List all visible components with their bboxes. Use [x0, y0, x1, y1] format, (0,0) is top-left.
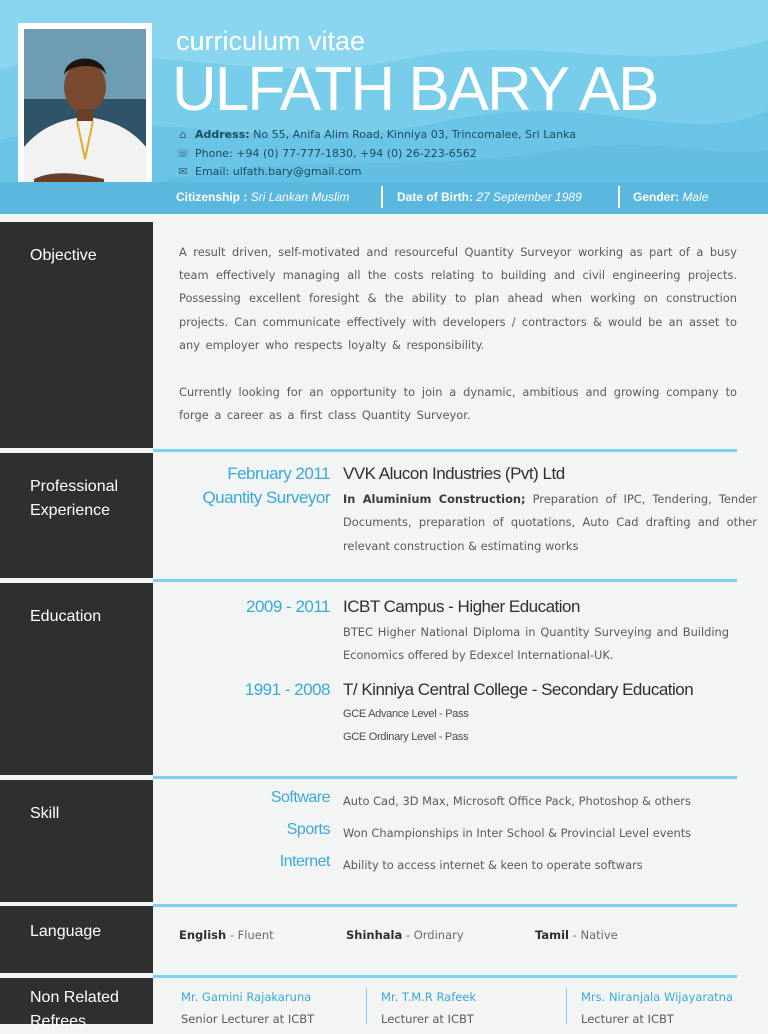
referees-heading [30, 986, 119, 1034]
gender-info [633, 190, 708, 204]
language-name: Shinhala [346, 928, 403, 942]
objective-text: A result driven, self-motivated and resourceful Quantity Surveyor working as part of a busy team effectively managing all the costs relating to building and civil engineering projects. Possessing excellent foresight & the ability to plan ahead when working on construction projects. Can communicate effectively with developers / contractors & would be an asset to any employer who respects loyalty & responsibility. [179, 245, 737, 352]
skill-text-software: Auto Cad, 3D Max, Microsoft Office Pack, Photoshop & others [343, 794, 691, 808]
dob-info [397, 190, 582, 204]
education-title: T/ Kinniya Central College - Secondary Education [343, 680, 694, 699]
gender-label: Gender: [633, 190, 680, 204]
experience-detail [343, 488, 757, 558]
profile-photo [24, 29, 146, 201]
home-icon: ⌂ [179, 128, 187, 141]
objective-heading: Objective [30, 247, 97, 264]
skill-sidebar [0, 780, 153, 902]
experience-heading [30, 475, 118, 523]
section-divider [153, 975, 737, 978]
referees-heading-line2: Refrees [30, 1013, 87, 1030]
education-years: 1991 - 2008 [244, 680, 330, 699]
section-divider [153, 579, 737, 582]
language-level: - Native [569, 928, 618, 942]
referees-heading-line1: Non Related [30, 989, 119, 1006]
experience-company: VVK Alucon Industries (Pvt) Ltd [343, 464, 565, 483]
dob-value: 27 September 1989 [476, 190, 582, 204]
skill-heading: Skill [30, 805, 60, 822]
section-divider [153, 449, 737, 452]
dob-label: Date of Birth: [397, 190, 473, 204]
citizenship-value: Sri Lankan Muslim [250, 190, 350, 204]
phone-line [176, 147, 477, 160]
email-icon: ✉ [178, 165, 188, 178]
language-sidebar [0, 906, 153, 973]
skill-label-internet: Internet [279, 853, 330, 870]
email-value[interactable]: Email: ulfath.bary@gmail.com [195, 165, 362, 178]
cv-subtitle: curriculum vitae [176, 26, 366, 56]
candidate-name: ULFATH BARY AB [172, 55, 658, 124]
language-heading: Language [30, 923, 102, 940]
section-divider [153, 776, 737, 779]
personal-info-strip [0, 182, 768, 214]
language-item [535, 928, 618, 942]
language-level: - Ordinary [402, 928, 464, 942]
skill-text-internet: Ability to access internet & keen to operate softwars [343, 858, 643, 872]
section-divider [153, 904, 737, 907]
language-item [179, 928, 274, 942]
skill-text-sports: Won Championships in Inter School & Provincial Level events [343, 826, 692, 840]
gender-value: Male [682, 190, 709, 204]
person-portrait-icon [24, 29, 146, 201]
referee-role: Lecturer at ICBT [381, 1012, 474, 1026]
experience-detail-bold: In Aluminium Construction; [343, 492, 526, 506]
referee-divider [366, 988, 367, 1024]
address-value: No 55, Anifa Alim Road, Kinniya 03, Trincomalee, Sri Lanka [253, 128, 576, 141]
objective-text-2: Currently looking for an opportunity to join a dynamic, ambitious and growing company to forge a career as a first class Quantity Surveyor. [179, 385, 737, 423]
education-sidebar [0, 583, 153, 775]
experience-sidebar [0, 453, 153, 578]
referee-name: Mr. Gamini Rajakaruna [181, 990, 312, 1004]
skill-label-sports: Sports [286, 821, 330, 838]
experience-date: February 2011 [227, 464, 330, 483]
education-line: GCE Ordinary Level - Pass [343, 731, 469, 743]
strip-divider [381, 186, 383, 208]
address-label: Address: [195, 128, 250, 141]
email-line[interactable] [176, 165, 361, 178]
education-years: 2009 - 2011 [246, 597, 330, 616]
referees-sidebar [0, 978, 153, 1030]
experience-heading-line2: Experience [30, 502, 111, 519]
profile-photo-frame [18, 23, 152, 207]
referee-name: Mrs. Niranjala Wijayaratna [581, 990, 733, 1004]
experience-detail-text: Preparation of IPC, Tendering, Tender Documents, preparation of quotations, Auto Cad drafting and other relevant construction & estimating works [343, 492, 757, 553]
language-name: English [179, 928, 227, 942]
phone-icon: ☏ [176, 147, 190, 160]
language-item [346, 928, 464, 942]
education-line: GCE Advance Level - Pass [343, 708, 469, 720]
strip-divider [618, 186, 620, 208]
language-level: - Fluent [226, 928, 274, 942]
citizenship-info [176, 190, 349, 204]
referee-name: Mr. T.M.R Rafeek [381, 990, 477, 1004]
education-text: BTEC Higher National Diploma in Quantity Surveying and Building Economics offered by Edexcel International-UK. [343, 625, 729, 663]
experience-heading-line1: Professional [30, 478, 119, 495]
skill-label-software: Software [270, 789, 330, 806]
education-title: ICBT Campus - Higher Education [343, 597, 580, 616]
referee-role: Senior Lecturer at ICBT [181, 1012, 315, 1026]
citizenship-label: Citizenship : [176, 190, 248, 204]
phone-value: Phone: +94 (0) 77-777-1830, +94 (0) 26-223-6562 [195, 147, 477, 160]
header-banner [0, 0, 768, 214]
objective-sidebar [0, 222, 153, 448]
education-heading: Education [30, 608, 102, 625]
address-line [176, 128, 576, 141]
referee-role: Lecturer at ICBT [581, 1012, 674, 1026]
referee-divider [566, 988, 567, 1024]
experience-role: Quantity Surveyor [202, 488, 330, 507]
language-name: Tamil [535, 928, 569, 942]
